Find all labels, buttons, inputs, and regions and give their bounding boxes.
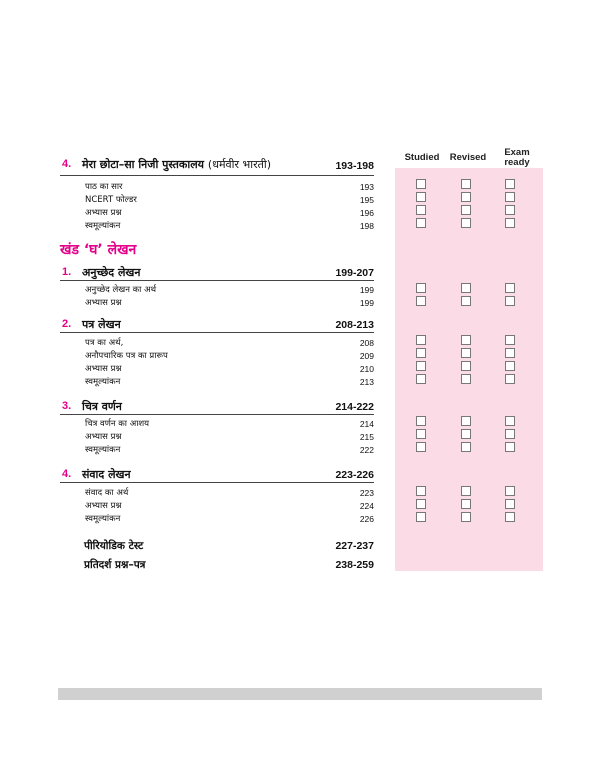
list-item-title: स्वमूल्यांकन: [85, 514, 121, 524]
list-item-title: पाठ का सार: [85, 182, 123, 192]
section-title-text: मेरा छोटा–सा निजी पुस्तकालय: [82, 158, 205, 171]
list-item-title: अभ्यास प्रश्न: [85, 208, 122, 218]
section-rule: [60, 482, 374, 483]
revised-checkbox[interactable]: [461, 296, 471, 306]
exam-ready-header-line1: Exam: [504, 147, 530, 158]
section-rule: [60, 175, 374, 176]
section-pages: 214-222: [335, 401, 374, 413]
revised-checkbox[interactable]: [461, 179, 471, 189]
list-item-page: 224: [359, 501, 374, 511]
studied-checkbox[interactable]: [416, 499, 426, 509]
list-item-title: पत्र का अर्थ,: [85, 338, 124, 348]
exam-ready-checkbox[interactable]: [505, 512, 515, 522]
studied-checkbox[interactable]: [416, 335, 426, 345]
studied-checkbox[interactable]: [416, 283, 426, 293]
list-item-title: अभ्यास प्रश्न: [85, 501, 122, 511]
list-item-title: NCERT फोल्डर: [85, 195, 137, 205]
section-rule: [60, 280, 374, 281]
list-item-title: स्वमूल्यांकन: [85, 221, 121, 231]
section-pages: 223-226: [335, 469, 374, 481]
studied-checkbox[interactable]: [416, 361, 426, 371]
list-item-title: स्वमूल्यांकन: [85, 445, 121, 455]
section-rule: [60, 414, 374, 415]
studied-checkbox[interactable]: [416, 374, 426, 384]
exam-ready-checkbox[interactable]: [505, 361, 515, 371]
section-pages: 208-213: [335, 319, 374, 331]
studied-checkbox[interactable]: [416, 512, 426, 522]
revised-checkbox[interactable]: [461, 416, 471, 426]
exam-ready-header-line2: ready: [504, 157, 530, 168]
section-author: (धर्मवीर भारती): [207, 158, 271, 171]
studied-header: Studied: [404, 152, 440, 163]
list-item-page: 199: [359, 298, 374, 308]
exam-ready-checkbox[interactable]: [505, 442, 515, 452]
list-item-page: 209: [359, 351, 374, 361]
revised-checkbox[interactable]: [461, 429, 471, 439]
list-item-page: 195: [359, 195, 374, 205]
list-item-title: अनौपचारिक पत्र का प्रारूप: [85, 351, 168, 361]
studied-checkbox[interactable]: [416, 486, 426, 496]
list-item-page: 199: [359, 285, 374, 295]
revised-checkbox[interactable]: [461, 218, 471, 228]
section-title: पत्र लेखन: [82, 318, 121, 331]
list-item-title: अनुच्छेद लेखन का अर्थ: [85, 285, 157, 295]
studied-checkbox[interactable]: [416, 192, 426, 202]
revised-checkbox[interactable]: [461, 283, 471, 293]
exam-ready-checkbox[interactable]: [505, 499, 515, 509]
list-item-title: अभ्यास प्रश्न: [85, 364, 122, 374]
khand-heading: खंड ‘घ’ लेखन: [60, 242, 137, 258]
list-item-page: 196: [359, 208, 374, 218]
list-item-page: 214: [359, 419, 374, 429]
list-item-page: 215: [359, 432, 374, 442]
revised-checkbox[interactable]: [461, 348, 471, 358]
section-number: 3.: [62, 400, 72, 412]
periodic-test-title: पीरियोडिक टेस्ट: [84, 540, 144, 552]
revised-checkbox[interactable]: [461, 205, 471, 215]
footer-bar: [58, 688, 542, 700]
section-title: [82, 157, 271, 172]
section-number: 2.: [62, 318, 72, 330]
exam-ready-checkbox[interactable]: [505, 283, 515, 293]
section-title: चित्र वर्णन: [82, 400, 122, 413]
exam-ready-checkbox[interactable]: [505, 192, 515, 202]
exam-ready-checkbox[interactable]: [505, 429, 515, 439]
exam-ready-checkbox[interactable]: [505, 416, 515, 426]
section-pages: 199-207: [335, 267, 374, 279]
exam-ready-checkbox[interactable]: [505, 335, 515, 345]
studied-checkbox[interactable]: [416, 348, 426, 358]
list-item-page: 198: [359, 221, 374, 231]
revised-header: Revised: [449, 152, 487, 163]
list-item-title: स्वमूल्यांकन: [85, 377, 121, 387]
list-item-page: 226: [359, 514, 374, 524]
exam-ready-checkbox[interactable]: [505, 348, 515, 358]
exam-ready-column: [490, 168, 543, 571]
revised-checkbox[interactable]: [461, 361, 471, 371]
section-pages: 193-198: [335, 160, 374, 172]
list-item-title: संवाद का अर्थ: [85, 488, 129, 498]
studied-checkbox[interactable]: [416, 416, 426, 426]
section-number: 4.: [62, 158, 72, 170]
sample-paper-title: प्रतिदर्श प्रश्न–पत्र: [84, 559, 146, 571]
studied-checkbox[interactable]: [416, 296, 426, 306]
periodic-test-pages: 227-237: [335, 540, 374, 552]
list-item-page: 193: [359, 182, 374, 192]
list-item-page: 222: [359, 445, 374, 455]
revised-checkbox[interactable]: [461, 486, 471, 496]
list-item-page: 208: [359, 338, 374, 348]
revised-checkbox[interactable]: [461, 442, 471, 452]
exam-ready-checkbox[interactable]: [505, 218, 515, 228]
list-item-page: 223: [359, 488, 374, 498]
studied-checkbox[interactable]: [416, 218, 426, 228]
section-title: अनुच्छेद लेखन: [82, 266, 141, 279]
studied-checkbox[interactable]: [416, 205, 426, 215]
revised-checkbox[interactable]: [461, 374, 471, 384]
exam-ready-checkbox[interactable]: [505, 486, 515, 496]
list-item-title: अभ्यास प्रश्न: [85, 298, 122, 308]
exam-ready-checkbox[interactable]: [505, 296, 515, 306]
exam-ready-checkbox[interactable]: [505, 179, 515, 189]
list-item-page: 210: [359, 364, 374, 374]
revised-checkbox[interactable]: [461, 335, 471, 345]
exam-ready-checkbox[interactable]: [505, 205, 515, 215]
section-rule: [60, 332, 374, 333]
list-item-page: 213: [359, 377, 374, 387]
studied-checkbox[interactable]: [416, 179, 426, 189]
revised-checkbox[interactable]: [461, 192, 471, 202]
revised-checkbox[interactable]: [461, 499, 471, 509]
studied-checkbox[interactable]: [416, 442, 426, 452]
section-title: संवाद लेखन: [82, 468, 131, 481]
section-number: 1.: [62, 266, 72, 278]
exam-ready-checkbox[interactable]: [505, 374, 515, 384]
revised-checkbox[interactable]: [461, 512, 471, 522]
list-item-title: चित्र वर्णन का आशय: [85, 419, 150, 429]
exam-ready-header: [487, 148, 547, 168]
sample-paper-pages: 238-259: [335, 559, 374, 571]
studied-checkbox[interactable]: [416, 429, 426, 439]
list-item-title: अभ्यास प्रश्न: [85, 432, 122, 442]
section-number: 4.: [62, 468, 72, 480]
